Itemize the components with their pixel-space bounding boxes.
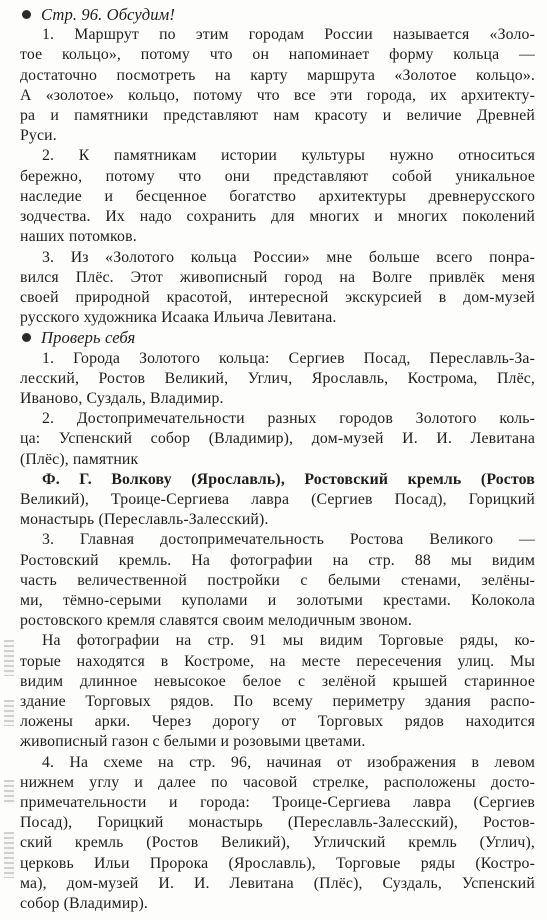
text-line: видим длинное невысокое белое с зелёной крышей старинное <box>20 672 535 690</box>
section-heading-text: Стр. 96. Обсудим! <box>41 5 175 24</box>
text-line: Руси. <box>20 127 57 145</box>
text-line: Посад), Горицкий монастырь (Переславль-Залесский), Ростов- <box>20 814 535 832</box>
text-line: русского художника Исаака Ильича Левитана. <box>20 309 337 327</box>
text-line: Иваново, Суздаль, Владимир. <box>20 389 224 407</box>
text-line: часть величественной постройки с белыми стенами, зелёны- <box>20 571 535 589</box>
text-line: На фотографии на стр. 91 мы видим Торговые ряды, ко- <box>42 632 535 650</box>
text-line: (Плёс), памятник <box>20 450 139 468</box>
text-line: наших потомков. <box>20 228 137 246</box>
section-heading-check-yourself <box>22 328 135 348</box>
text-line: ца: Успенский собор (Владимир), дом-музей И. И. Левитана <box>20 430 535 448</box>
text-line: наследие и бесценное богатство архитектуры древнерусского <box>20 187 535 205</box>
text-line: собор (Владимир). <box>20 895 148 912</box>
text-line: бережно, потому что они представляют собой уникальное <box>20 167 535 185</box>
text-line: лесский, Ростов Великий, Углич, Ярославль, Кострома, Плёс, <box>20 369 535 387</box>
scan-artifact <box>4 780 14 804</box>
text-line: ра и памятники представляют нам красоту и величие Древней <box>20 107 535 124</box>
text-line: ма), дом-музей И. И. Левитана (Плёс), Суздаль, Успенский <box>20 874 535 892</box>
text-line: 4. На схеме на стр. 96, начиная от изображения в левом <box>42 753 535 771</box>
scan-artifact <box>4 832 14 878</box>
scan-artifact <box>4 700 14 726</box>
bullet-icon <box>22 333 31 342</box>
text-line: достаточно посмотреть на карту маршрута «Золотое кольцо». <box>20 66 535 84</box>
bullet-icon <box>22 10 31 19</box>
section-heading-discuss <box>22 5 175 25</box>
text-line: Великий), Троице-Сергиева лавра (Сергиев Посад), Горицкий <box>20 490 535 508</box>
text-line: тое кольцо», потому что он напоминает форму кольца — <box>20 46 535 64</box>
text-line: своей природной красотой, интересной экскурсией в дом-музей <box>20 288 535 306</box>
text-line: примечательности и города: Троице-Сергиева лавра (Сергиев <box>20 794 535 811</box>
section-heading-text: Проверь себя <box>41 328 136 348</box>
text-line: ский кремль (Ростов Великий), Угличский кремль (Углич), <box>20 834 535 852</box>
text-line: А «золотое» кольцо, потому что все эти города, их архитекту- <box>20 86 535 104</box>
text-line: церковь Ильи Пророка (Ярославль), Торговые ряды (Костро- <box>20 854 535 872</box>
text-line: монастырь (Переславль-Залесский). <box>20 511 269 529</box>
text-line: 1. Города Золотого кольца: Сергиев Посад, Переславль-За- <box>42 349 535 367</box>
text-line: Ростовский кремль. На фотографии на стр. 88 мы видим <box>20 551 535 569</box>
text-line: Ф. Г. Волкову (Ярославль), Ростовский кремль (Ростов <box>42 470 535 488</box>
text-line: ми, тёмно-серыми куполами и золотыми крестами. Колокола <box>20 591 535 609</box>
text-line: 3. Из «Золотого кольца России» мне больше всего понра- <box>42 248 535 266</box>
scan-artifact <box>4 640 14 676</box>
text-line: 2. К памятникам истории культуры нужно относиться <box>42 147 535 165</box>
text-line: вился Плёс. Этот живописный город на Волге привлёк меня <box>20 268 535 286</box>
text-line: ростовского кремля славятся своим мелодичным звоном. <box>20 612 413 630</box>
text-line: торые находятся в Костроме, на месте пересечения улиц. Мы <box>20 652 535 670</box>
text-line: ложены арки. Через дорогу от Торговых рядов находится <box>20 713 535 731</box>
text-line: зодчества. Их надо сохранить для многих и многих поколений <box>20 208 535 225</box>
text-line: здание Торговых рядов. По всему периметру здания распо- <box>20 693 535 710</box>
text-line: 2. Достопримечательности разных городов Золотого коль- <box>42 410 535 428</box>
text-line: нижнем углу и далее по часовой стрелке, расположены досто- <box>20 773 535 791</box>
text-line: 1. Маршрут по этим городам России называется «Золо- <box>42 26 535 44</box>
text-line: 3. Главная достопримечательность Ростова Великого — <box>42 531 535 549</box>
text-line: живописный газон с белыми и розовыми цветами. <box>20 733 366 751</box>
